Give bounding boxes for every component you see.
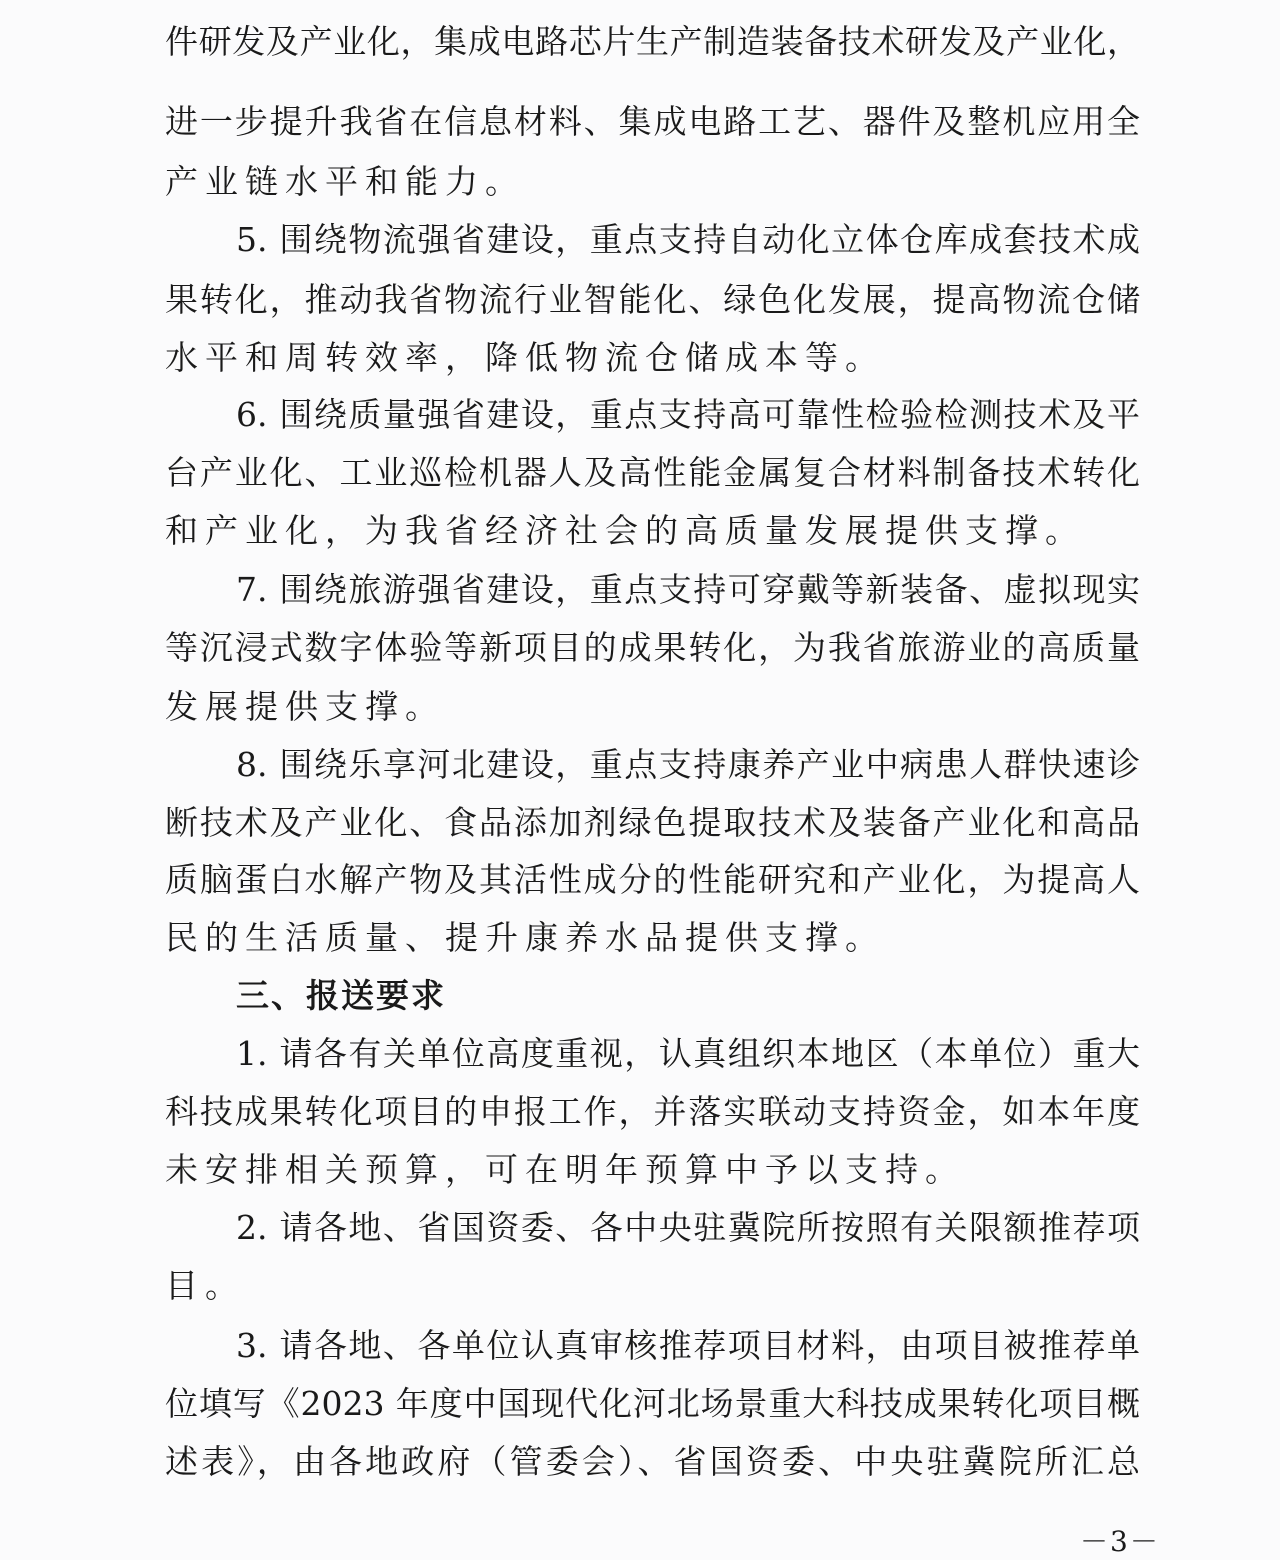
paragraph-6-start: 6. 围绕质量强省建设，重点支持高可靠性检验检测技术及平 xyxy=(236,395,1140,434)
section-heading: 三、报送要求 xyxy=(236,976,446,1015)
text-line: 未安排相关预算，可在明年预算中予以支持。 xyxy=(165,1150,965,1189)
text-line: 质脑蛋白水解产物及其活性成分的性能研究和产业化，为提高人 xyxy=(165,860,1140,899)
paragraph-7-start: 7. 围绕旅游强省建设，重点支持可穿戴等新装备、虚拟现实 xyxy=(236,570,1140,609)
text-line: 水平和周转效率，降低物流仓储成本等。 xyxy=(165,338,885,377)
text-line: 科技成果转化项目的申报工作，并落实联动支持资金，如本年度 xyxy=(165,1092,1140,1131)
requirement-1-start: 1. 请各有关单位高度重视，认真组织本地区（本单位）重大 xyxy=(236,1034,1140,1073)
text-line: 件研发及产业化，集成电路芯片生产制造装备技术研发及产业化， xyxy=(165,22,1140,61)
text-line: 断技术及产业化、食品添加剂绿色提取技术及装备产业化和高品 xyxy=(165,803,1140,842)
text-line: 和产业化，为我省经济社会的高质量发展提供支撑。 xyxy=(165,511,1085,550)
requirement-2-start: 2. 请各地、省国资委、各中央驻冀院所按照有关限额推荐项 xyxy=(236,1208,1140,1247)
text-line: 位填写《2023 年度中国现代化河北场景重大科技成果转化项目概 xyxy=(165,1384,1140,1423)
paragraph-5-start: 5. 围绕物流强省建设，重点支持自动化立体仓库成套技术成 xyxy=(236,220,1140,259)
text-line: 等沉浸式数字体验等新项目的成果转化，为我省旅游业的高质量 xyxy=(165,628,1140,667)
requirement-3-start: 3. 请各地、各单位认真审核推荐项目材料，由项目被推荐单 xyxy=(236,1326,1140,1365)
text-line: 目。 xyxy=(165,1266,245,1305)
paragraph-8-start: 8. 围绕乐享河北建设，重点支持康养产业中病患人群快速诊 xyxy=(236,745,1140,784)
text-line: 发展提供支撑。 xyxy=(165,687,445,726)
text-line: 进一步提升我省在信息材料、集成电路工艺、器件及整机应用全 xyxy=(165,102,1140,141)
page-number: －3－ xyxy=(1080,1525,1160,1558)
text-line: 台产业化、工业巡检机器人及高性能金属复合材料制备技术转化 xyxy=(165,453,1140,492)
text-line: 民的生活质量、提升康养水品提供支撑。 xyxy=(165,918,885,957)
text-line: 产业链水平和能力。 xyxy=(165,162,525,201)
text-line: 述表》，由各地政府（管委会）、省国资委、中央驻冀院所汇总 xyxy=(165,1442,1140,1481)
text-line: 果转化，推动我省物流行业智能化、绿色化发展，提高物流仓储 xyxy=(165,280,1140,319)
